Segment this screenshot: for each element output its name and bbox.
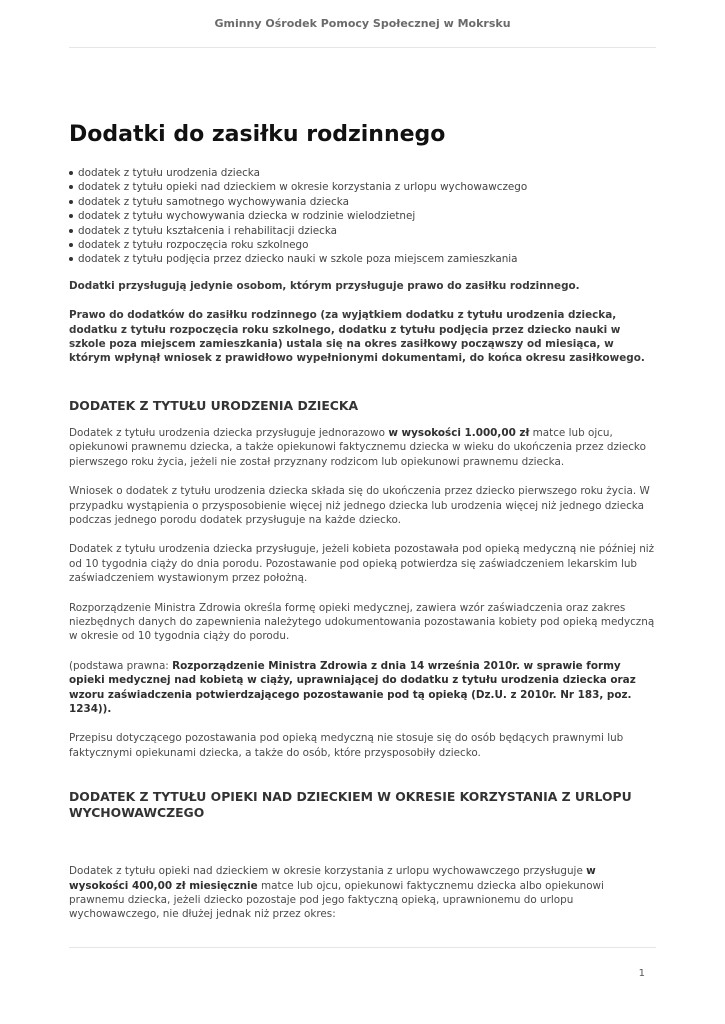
legal-basis-citation: Rozporządzenie Ministra Zdrowia z dnia 14 września 2010r. w sprawie formy opieki medycznej nad kobietą w ciąży, uprawniającej do dodatku z tytułu urodzenia dziecka oraz wzoru zaświadczenia potwierdzającego pozostawanie pod tą opieką (Dz.U. z 2010r. Nr 183, poz. 1234)). bbox=[69, 659, 636, 715]
list-item: dodatek z tytułu podjęcia przez dziecko nauki w szkole poza miejscem zamieszkania bbox=[69, 252, 656, 266]
bullet-icon bbox=[69, 243, 73, 247]
bullet-icon bbox=[69, 171, 73, 175]
regulation-description-paragraph: Rozporządzenie Ministra Zdrowia określa formę opieki medycznej, zawiera wzór zaświadczenia oraz zakres niezbędnych danych do zapewnienia należytego udokumentowania pozostawania kobiety pod opieką medyczną w okresie od 10 tygodnia ciąży do porodu. bbox=[69, 601, 655, 643]
document-header: Gminny Ośrodek Pomocy Społecznej w Mokrsku bbox=[214, 17, 511, 30]
page-number: 1 bbox=[638, 968, 645, 979]
list-item: dodatek z tytułu kształcenia i rehabilitacji dziecka bbox=[69, 224, 656, 238]
footer-divider bbox=[69, 947, 656, 948]
eligibility-note: Dodatki przysługują jedynie osobom, którym przysługuje prawo do zasiłku rodzinnego. bbox=[69, 279, 580, 292]
list-item: dodatek z tytułu rozpoczęcia roku szkolnego bbox=[69, 238, 656, 252]
birth-allowance-application-paragraph: Wniosek o dodatek z tytułu urodzenia dziecka składa się do ukończenia przez dziecko pierwszego roku życia. W przypadku wystąpienia o przysposobienie więcej niż jednego dziecka lub urodzenia więcej niż jednego dziecka podczas jednego porodu dodatek przysługuje na każde dziecko. bbox=[69, 485, 650, 526]
page-title: Dodatki do zasiłku rodzinnego bbox=[69, 122, 446, 147]
section-heading-parental-leave-allowance: DODATEK Z TYTUŁU OPIEKI NAD DZIECKIEM W OKRESIE KORZYSTANIA Z URLOPU WYCHOWAWCZEGO bbox=[69, 789, 632, 821]
birth-allowance-medical-care-paragraph: Dodatek z tytułu urodzenia dziecka przysługuje, jeżeli kobieta pozostawała pod opieką medyczną nie później niż od 10 tygodnia ciąży do dnia porodu. Pozostawanie pod opieką potwierdza się zaświadczeniem lekarskim lub zaświadczeniem wystawionym przez położną. bbox=[69, 543, 655, 585]
bullet-icon bbox=[69, 229, 73, 233]
birth-allowance-amount-paragraph: Dodatek z tytułu urodzenia dziecka przysługuje jednorazowo w wysokości 1.000,00 zł matce lub ojcu, opiekunowi prawnemu dziecka, a także opiekunowi faktycznemu dziecka w wieku do ukończenia przez dziecko pierwszego roku życia, jeżeli nie został przyznany rodzicom lub opiekunowi prawnemu dziecka. bbox=[69, 426, 646, 468]
list-item: dodatek z tytułu wychowywania dziecka w rodzinie wielodzietnej bbox=[69, 209, 656, 223]
exemption-paragraph: Przepisu dotyczącego pozostawania pod opieką medyczną nie stosuje się do osób będących prawnymi lub faktycznymi opiekunami dziecka, a także do osób, które przysposobiły dziecko. bbox=[69, 732, 624, 759]
section-heading-birth-allowance: DODATEK Z TYTUŁU URODZENIA DZIECKA bbox=[69, 397, 359, 413]
bullet-icon bbox=[69, 214, 73, 218]
allowance-list bbox=[69, 166, 656, 267]
bullet-icon bbox=[69, 257, 73, 261]
amount-highlight: w wysokości 400,00 zł miesięcznie bbox=[69, 865, 596, 892]
entitlement-period-note: Prawo do dodatków do zasiłku rodzinnego (za wyjątkiem dodatku z tytułu urodzenia dziecka, dodatku z tytułu rozpoczęcia roku szkolnego, dodatku z tytułu podjęcia przez dziecko nauki w szkole poza miejscem zamieszkania) ustala się na okres zasiłkowy począwszy od miesiąca, w którym wpłynął wniosek z prawidłowo wypełnionymi dokumentami, do końca okresu zasiłkowego. bbox=[69, 309, 645, 365]
bullet-icon bbox=[69, 185, 73, 189]
list-item: dodatek z tytułu urodzenia dziecka bbox=[69, 166, 656, 180]
list-item: dodatek z tytułu opieki nad dzieckiem w okresie korzystania z urlopu wychowawczego bbox=[69, 180, 656, 194]
legal-basis-paragraph: (podstawa prawna: Rozporządzenie Ministra Zdrowia z dnia 14 września 2010r. w sprawie formy opieki medycznej nad kobietą w ciąży, uprawniającej do dodatku z tytułu urodzenia dziecka oraz wzoru zaświadczenia potwierdzającego pozostawanie pod tą opieką (Dz.U. z 2010r. Nr 183, poz. 1234)). bbox=[69, 659, 636, 715]
document-body bbox=[69, 121, 656, 937]
header-divider bbox=[69, 47, 656, 48]
list-item: dodatek z tytułu samotnego wychowywania dziecka bbox=[69, 195, 656, 209]
parental-leave-allowance-paragraph: Dodatek z tytułu opieki nad dzieckiem w okresie korzystania z urlopu wychowawczego przysługuje w wysokości 400,00 zł miesięcznie matce lub ojcu, opiekunowi faktycznemu dziecka albo opiekunowi prawnemu dziecka, jeżeli dziecko pozostaje pod jego faktyczną opieką, uprawnionemu do urlopu wychowawczego, nie dłużej jednak niż przez okres: bbox=[69, 865, 604, 921]
amount-highlight: w wysokości 1.000,00 zł bbox=[388, 426, 530, 439]
bullet-icon bbox=[69, 200, 73, 204]
